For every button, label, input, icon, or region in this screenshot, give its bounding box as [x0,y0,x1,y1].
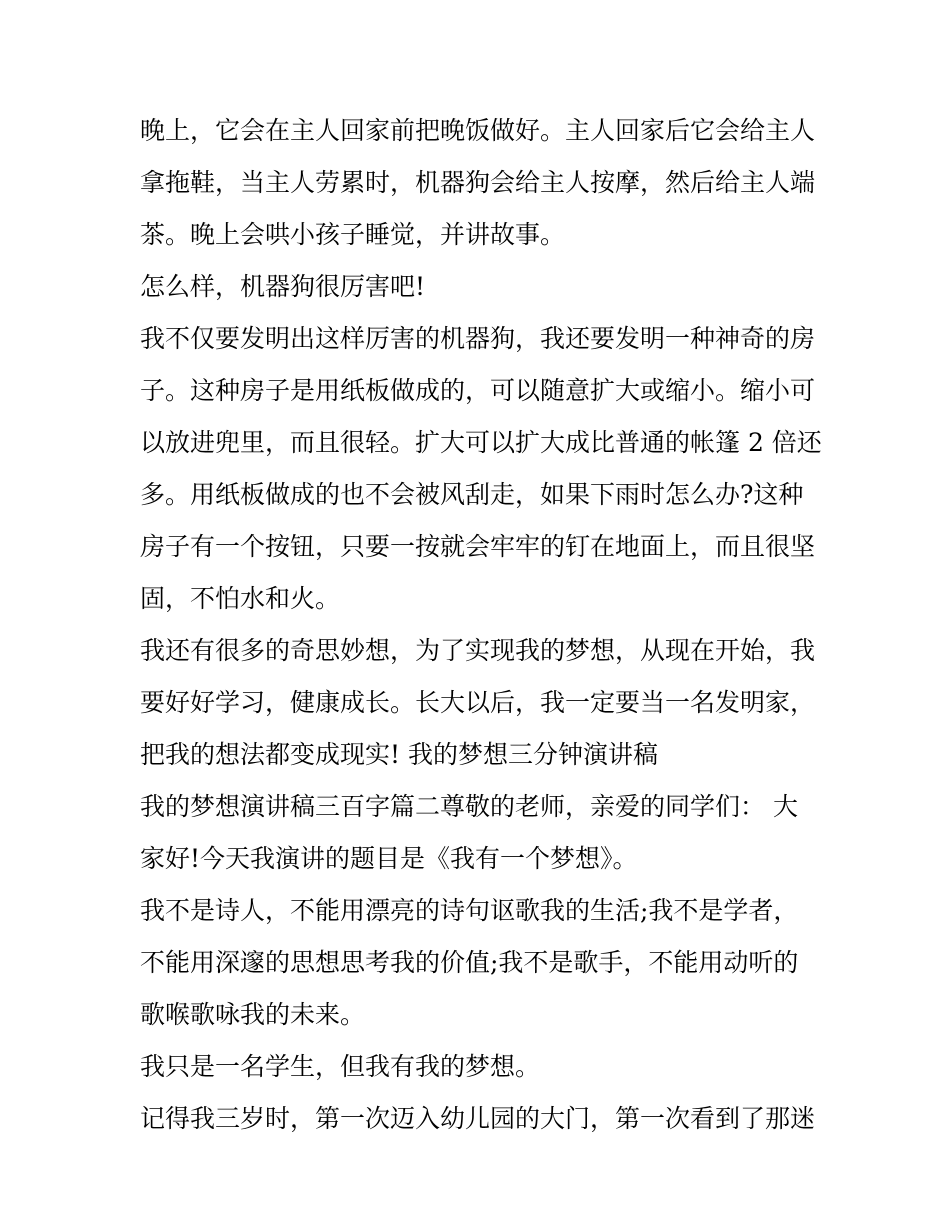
text-line-9: 房子有一个按钮，只要一按就会牢牢的钉在地面上，而且很坚 [140,532,816,561]
text-line-2: 拿拖鞋，当主人劳累时，机器狗会给主人按摩，然后给主人端 [140,168,816,197]
text-line-4: 怎么样，机器狗很厉害吧! [140,272,426,301]
text-line-6: 子。这种房子是用纸板做成的，可以随意扩大或缩小。缩小可 [140,376,816,405]
text-line-10: 固，不怕水和火。 [140,584,341,613]
text-line-12: 要好好学习，健康成长。长大以后，我一定要当一名发明家， [140,688,816,717]
text-line-5: 我不仅要发明出这样厉害的机器狗，我还要发明一种神奇的房 [140,324,816,353]
text-line-18: 歌喉歌咏我的未来。 [140,1000,366,1029]
text-line-20: 记得我三岁时，第一次迈入幼儿园的大门，第一次看到了那迷 [140,1104,816,1133]
text-line-16: 我不是诗人，不能用漂亮的诗句讴歌我的生活;我不是学者， [140,896,799,925]
text-line-15: 家好!今天我演讲的题目是《我有一个梦想》。 [140,844,638,873]
document-body [140,108,820,1141]
text-line-3: 茶。晚上会哄小孩子睡觉，并讲故事。 [140,220,566,249]
text-line-1: 晚上，它会在主人回家前把晚饭做好。主人回家后它会给主人 [140,116,816,145]
text-line-13: 把我的想法都变成现实! 我的梦想三分钟演讲稿 [140,740,658,769]
text-line-11: 我还有很多的奇思妙想，为了实现我的梦想，从现在开始，我 [140,636,816,665]
text-line-17: 不能用深邃的思想思考我的价值;我不是歌手，不能用动听的 [140,948,799,977]
text-line-8: 多。用纸板做成的也不会被风刮走，如果下雨时怎么办?这种 [140,480,804,509]
text-line-19: 我只是一名学生，但我有我的梦想。 [140,1052,541,1081]
text-line-7: 以放进兜里，而且很轻。扩大可以扩大成比普通的帐篷 2 倍还 [140,428,822,457]
text-line-14: 我的梦想演讲稿三百字篇二尊敬的老师，亲爱的同学们： 大 [140,792,798,821]
